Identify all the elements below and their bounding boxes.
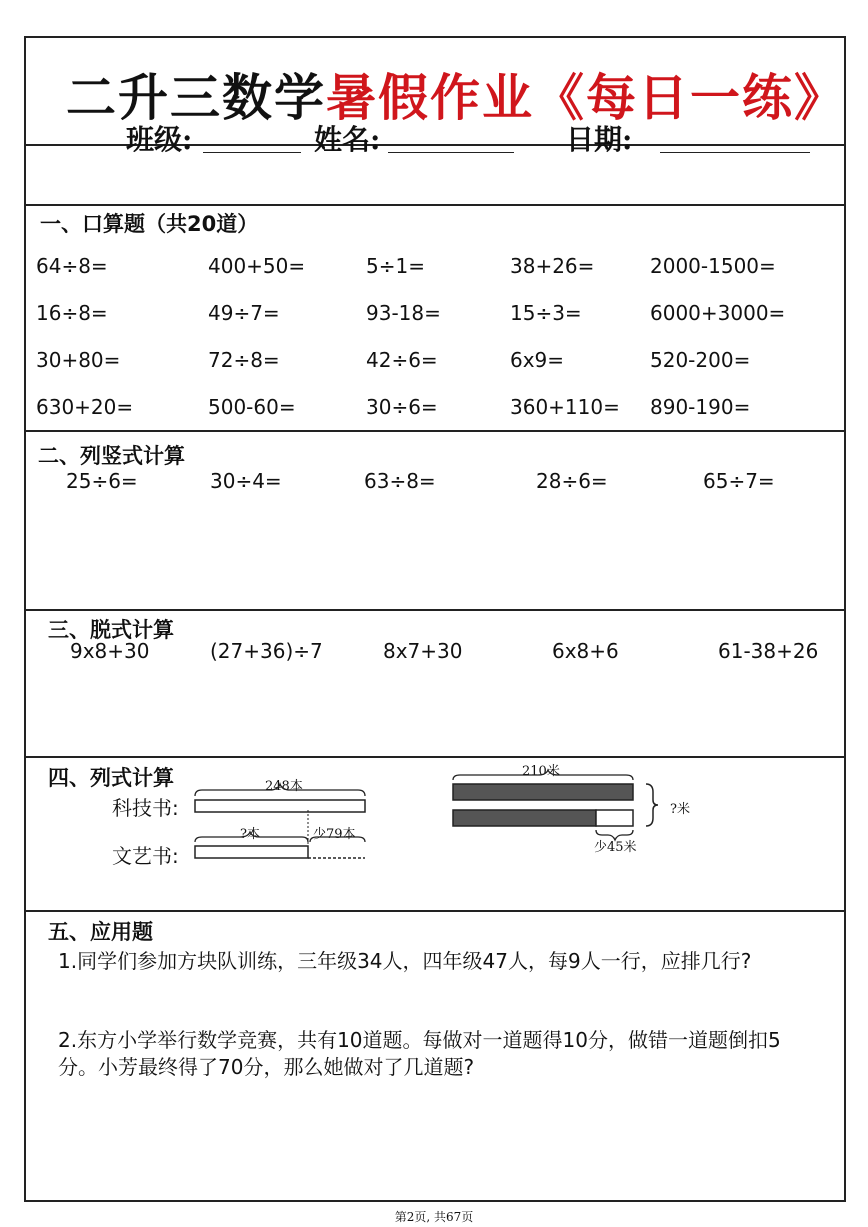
divider-4 (24, 910, 846, 912)
science-books-bar (195, 800, 365, 812)
oral-calc-item: 520-200= (650, 348, 751, 372)
oral-calc-item: 64÷8= (36, 254, 108, 278)
divider-3 (24, 756, 846, 758)
right-brace (646, 784, 658, 826)
oral-calc-item: 360+110= (510, 395, 620, 419)
oral-calc-item: 15÷3= (510, 301, 582, 325)
literature-books-bar (195, 846, 308, 858)
oral-calc-item: 2000-1500= (650, 254, 776, 278)
section3-title: 三、脱式计算 (48, 618, 174, 642)
oral-calc-item: 38+26= (510, 254, 595, 278)
vertical-calc-item: 25÷6= (66, 469, 138, 493)
section5-title: 五、应用题 (48, 920, 153, 944)
total-length-label: 210米 (522, 764, 560, 779)
divider-1 (24, 430, 846, 432)
vertical-calc-item: 28÷6= (536, 469, 608, 493)
oral-calc-item: 72÷8= (208, 348, 280, 372)
literature-books-label: 文艺书: (112, 844, 179, 868)
step-calc-item: 8x7+30 (383, 639, 463, 663)
question-2-line-2: 分。小芳最终得了70分，那么她做对了几道题? (58, 1055, 475, 1079)
section2-title: 二、列竖式计算 (38, 444, 185, 468)
unknown-length-label: ?米 (670, 802, 690, 817)
less-brace-2 (596, 830, 633, 840)
oral-calc-item: 890-190= (650, 395, 751, 419)
total-books-label: 248本 (265, 779, 303, 794)
unknown-books-label: ?本 (240, 827, 260, 842)
question-1: 1.同学们参加方块队训练，三年级34人，四年级47人，每9人一行，应排几行? (58, 949, 752, 973)
step-calc-item: 61-38+26 (718, 639, 819, 663)
title-part-black: 二升三数学 (66, 69, 326, 127)
oral-calc-item: 49÷7= (208, 301, 280, 325)
class-blank[interactable] (203, 152, 301, 153)
divider-2 (24, 609, 846, 611)
bar-diagram (450, 768, 660, 843)
class-label: 班级: (126, 123, 193, 156)
oral-calc-item: 630+20= (36, 395, 134, 419)
oral-calc-item: 30÷6= (366, 395, 438, 419)
total-brace (195, 784, 365, 796)
question-2-line-1: 2.东方小学举行数学竞赛，共有10道题。每做对一道题得10分，做错一道题倒扣5 (58, 1028, 781, 1052)
date-label: 日期: (566, 123, 633, 156)
oral-calc-item: 5÷1= (366, 254, 425, 278)
step-calc-item: (27+36)÷7 (210, 639, 323, 663)
step-calc-item: 9x8+30 (70, 639, 150, 663)
vertical-calc-item: 30÷4= (210, 469, 282, 493)
section4-title: 四、列式计算 (48, 766, 174, 790)
less-length-label: 少45米 (594, 840, 637, 855)
name-blank[interactable] (388, 152, 514, 153)
vertical-calc-item: 63÷8= (364, 469, 436, 493)
oral-calc-item: 30+80= (36, 348, 121, 372)
books-line-diagram (190, 780, 370, 865)
title-part-red: 暑假作业《每日一练》 (326, 69, 846, 127)
date-blank[interactable] (660, 152, 810, 153)
oral-calc-item: 16÷8= (36, 301, 108, 325)
oral-calc-item: 42÷6= (366, 348, 438, 372)
section1-title: 一、口算题（共20道） (40, 212, 259, 236)
vertical-calc-item: 65÷7= (703, 469, 775, 493)
top-brace (453, 770, 633, 780)
oral-calc-item: 400+50= (208, 254, 306, 278)
short-bar (453, 810, 596, 826)
less-brace (310, 837, 365, 842)
unknown-brace (195, 832, 308, 842)
oral-calc-item: 500-60= (208, 395, 296, 419)
oral-calc-item: 93-18= (366, 301, 441, 325)
page-footer: 第2页, 共67页 (394, 1210, 474, 1224)
long-bar (453, 784, 633, 800)
short-bar-gap (596, 810, 633, 826)
name-label: 姓名: (314, 123, 381, 156)
science-books-label: 科技书: (112, 796, 179, 820)
step-calc-item: 6x8+6 (552, 639, 619, 663)
oral-calc-item: 6x9= (510, 348, 565, 372)
oral-calc-item: 6000+3000= (650, 301, 786, 325)
less-books-label: 少79本 (313, 827, 356, 842)
